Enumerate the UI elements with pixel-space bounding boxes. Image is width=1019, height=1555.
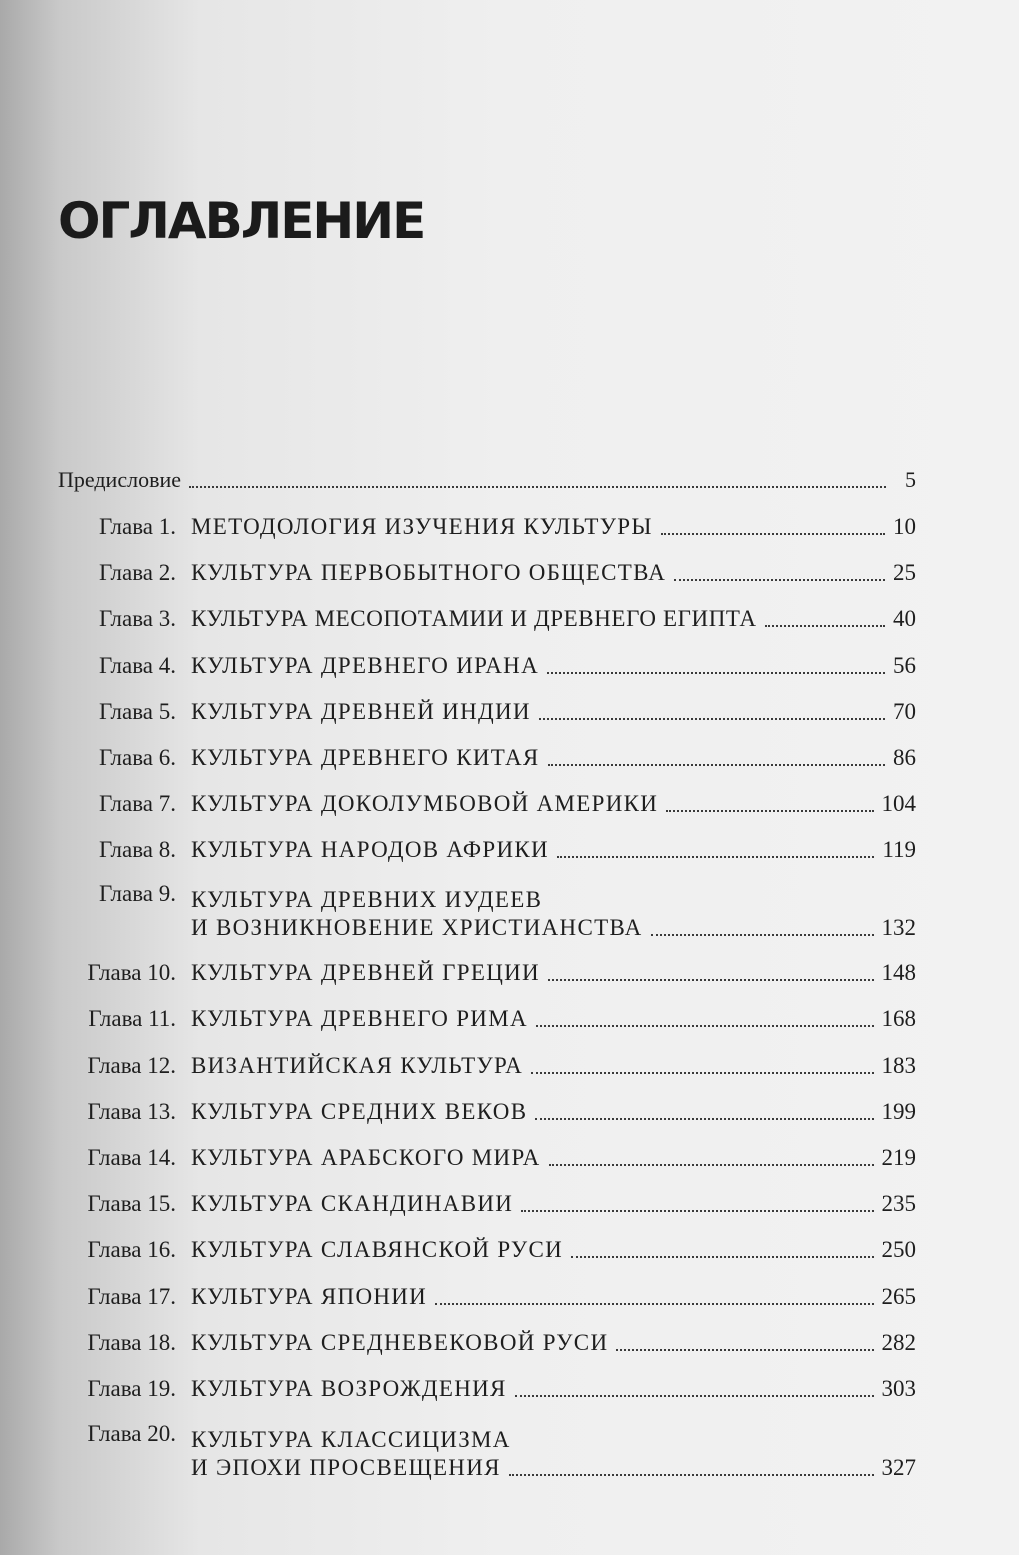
dot-leader [548, 764, 885, 766]
toc-entry-chapter-1[interactable] [58, 509, 916, 541]
toc-entry-page: 235 [881, 1191, 916, 1216]
toc-entry-label: Глава 13. [87, 1099, 176, 1124]
dot-leader [571, 1256, 873, 1258]
toc-entry-label: Глава 16. [87, 1237, 176, 1262]
toc-entry-page: 132 [881, 915, 916, 940]
toc-entry-title: КУЛЬТУРА ЯПОНИИ [191, 1284, 428, 1309]
toc-entry-page: 119 [882, 837, 916, 862]
toc-entry-title: КУЛЬТУРА ДРЕВНЕГО ИРАНА [191, 653, 539, 678]
toc-entry-label: Глава 15. [87, 1191, 176, 1216]
toc-entry-title: КУЛЬТУРА СЛАВЯНСКОЙ РУСИ [191, 1237, 564, 1262]
toc-entry-title: КУЛЬТУРА ДРЕВНЕЙ ГРЕЦИИ [191, 960, 540, 985]
toc-entry-title-line2: И ВОЗНИКНОВЕНИЕ ХРИСТИАНСТВА [191, 915, 643, 940]
toc-entry-title: КУЛЬТУРА СРЕДНЕВЕКОВОЙ РУСИ [191, 1330, 609, 1355]
dot-leader [616, 1349, 873, 1351]
toc-entry-label: Глава 9. [98, 881, 176, 906]
toc-entry-title: КУЛЬТУРА СКАНДИНАВИИ [191, 1191, 514, 1216]
toc-entry-title: Предисловие [58, 467, 181, 492]
toc-entry-label: Глава 17. [87, 1284, 176, 1309]
toc-entry-chapter-12[interactable] [58, 1048, 916, 1080]
toc-entry-page: 10 [893, 514, 916, 539]
dot-leader [536, 1025, 874, 1027]
toc-entry-title: КУЛЬТУРА НАРОДОВ АФРИКИ [191, 837, 549, 862]
toc-entry-page: 70 [893, 699, 916, 724]
dot-leader [557, 856, 874, 858]
toc-entry-title-line2: И ЭПОХИ ПРОСВЕЩЕНИЯ [191, 1455, 501, 1480]
toc-entry-title: КУЛЬТУРА ДРЕВНЕЙ ИНДИИ [191, 699, 531, 724]
dot-leader [539, 718, 885, 720]
toc-entry-page: 183 [881, 1053, 916, 1078]
toc-entry-label: Глава 3. [98, 606, 176, 631]
toc-entry-chapter-3[interactable] [58, 601, 916, 633]
dot-leader [189, 486, 886, 488]
toc-entry-title: МЕТОДОЛОГИЯ ИЗУЧЕНИЯ КУЛЬТУРЫ [191, 514, 653, 539]
toc-entry-page: 5 [905, 467, 916, 492]
page-title: ОГЛАВЛЕНИЕ [58, 192, 425, 250]
dot-leader [666, 810, 873, 812]
toc-entry-page: 168 [881, 1006, 916, 1031]
toc-entry-title: КУЛЬТУРА АРАБСКОГО МИРА [191, 1145, 541, 1170]
toc-entry-page: 104 [881, 791, 916, 816]
toc-entry-page: 303 [881, 1376, 916, 1401]
toc-entry-chapter-11[interactable] [58, 1001, 916, 1033]
dot-leader [521, 1210, 873, 1212]
toc-entry-label: Глава 19. [87, 1376, 176, 1401]
toc-entry-chapter-9[interactable] [58, 878, 916, 942]
toc-entry-page: 265 [881, 1284, 916, 1309]
toc-entry-page: 219 [881, 1145, 916, 1170]
toc-entry-chapter-4[interactable] [58, 648, 916, 680]
toc-entry-title: КУЛЬТУРА ВОЗРОЖДЕНИЯ [191, 1376, 507, 1401]
toc-entry-page: 40 [893, 606, 916, 631]
dot-leader [535, 1118, 873, 1120]
toc-entry-title: КУЛЬТУРА ПЕРВОБЫТНОГО ОБЩЕСТВА [191, 560, 667, 585]
toc-entry-page: 327 [881, 1455, 916, 1480]
dot-leader [435, 1303, 873, 1305]
toc-entry-page: 250 [881, 1237, 916, 1262]
toc-entry-page: 148 [881, 960, 916, 985]
dot-leader [549, 1164, 874, 1166]
toc-entry-chapter-6[interactable] [58, 740, 916, 772]
toc-entry-chapter-8[interactable] [58, 832, 916, 864]
toc-entry-page: 199 [881, 1099, 916, 1124]
dot-leader [765, 625, 885, 627]
toc-entry-page: 25 [893, 560, 916, 585]
dot-leader [509, 1474, 874, 1476]
toc-entry-page: 56 [893, 653, 916, 678]
toc-entry-title: КУЛЬТУРА СРЕДНИХ ВЕКОВ [191, 1099, 528, 1124]
toc-entry-chapter-15[interactable] [58, 1186, 916, 1218]
toc-entry-chapter-19[interactable] [58, 1371, 916, 1403]
toc-entry-chapter-20[interactable] [58, 1418, 916, 1482]
toc-entry-label: Глава 12. [87, 1053, 176, 1078]
toc-entry-page: 86 [893, 745, 916, 770]
toc-entry-chapter-2[interactable] [58, 555, 916, 587]
toc-entry-title: КУЛЬТУРА ДРЕВНЕГО РИМА [191, 1006, 528, 1031]
toc-entry-chapter-5[interactable] [58, 694, 916, 726]
dot-leader [515, 1395, 874, 1397]
toc-entry-page: 282 [881, 1330, 916, 1355]
dot-leader [548, 979, 874, 981]
toc-entry-label: Глава 5. [98, 699, 176, 724]
toc-entry-title: КУЛЬТУРА КЛАССИЦИЗМА [191, 1427, 511, 1452]
toc-entry-title: КУЛЬТУРА ДРЕВНЕГО КИТАЯ [191, 745, 540, 770]
toc-entry-preface[interactable] [58, 462, 916, 494]
toc-entry-chapter-16[interactable] [58, 1232, 916, 1264]
dot-leader [547, 672, 885, 674]
dot-leader [674, 579, 885, 581]
toc-entry-title: КУЛЬТУРА ДРЕВНИХ ИУДЕЕВ [191, 887, 543, 912]
toc-entry-title: КУЛЬТУРА ДОКОЛУМБОВОЙ АМЕРИКИ [191, 791, 659, 816]
toc-entry-chapter-14[interactable] [58, 1140, 916, 1172]
toc-entry-label: Глава 20. [87, 1421, 176, 1446]
toc-entry-chapter-18[interactable] [58, 1325, 916, 1357]
toc-entry-label: Глава 18. [87, 1330, 176, 1355]
toc-entry-label: Глава 6. [98, 745, 176, 770]
toc-entry-title: КУЛЬТУРА МЕСОПОТАМИИ И ДРЕВНЕГО ЕГИПТА [191, 606, 757, 631]
toc-entry-label: Глава 4. [98, 653, 176, 678]
toc-entry-label: Глава 1. [98, 514, 176, 539]
toc-entry-label: Глава 11. [88, 1006, 176, 1031]
dot-leader [661, 533, 885, 535]
toc-entry-label: Глава 7. [98, 791, 176, 816]
toc-entry-title: ВИЗАНТИЙСКАЯ КУЛЬТУРА [191, 1053, 524, 1078]
toc-entry-label: Глава 8. [98, 837, 176, 862]
toc-entry-label: Глава 2. [98, 560, 176, 585]
toc-entry-label: Глава 14. [87, 1145, 176, 1170]
toc-entry-chapter-7[interactable] [58, 786, 916, 818]
dot-leader [531, 1072, 873, 1074]
dot-leader [651, 934, 874, 936]
toc-entry-chapter-10[interactable] [58, 955, 916, 987]
toc-entry-chapter-17[interactable] [58, 1279, 916, 1311]
toc-entry-chapter-13[interactable] [58, 1094, 916, 1126]
toc-entry-label: Глава 10. [87, 960, 176, 985]
